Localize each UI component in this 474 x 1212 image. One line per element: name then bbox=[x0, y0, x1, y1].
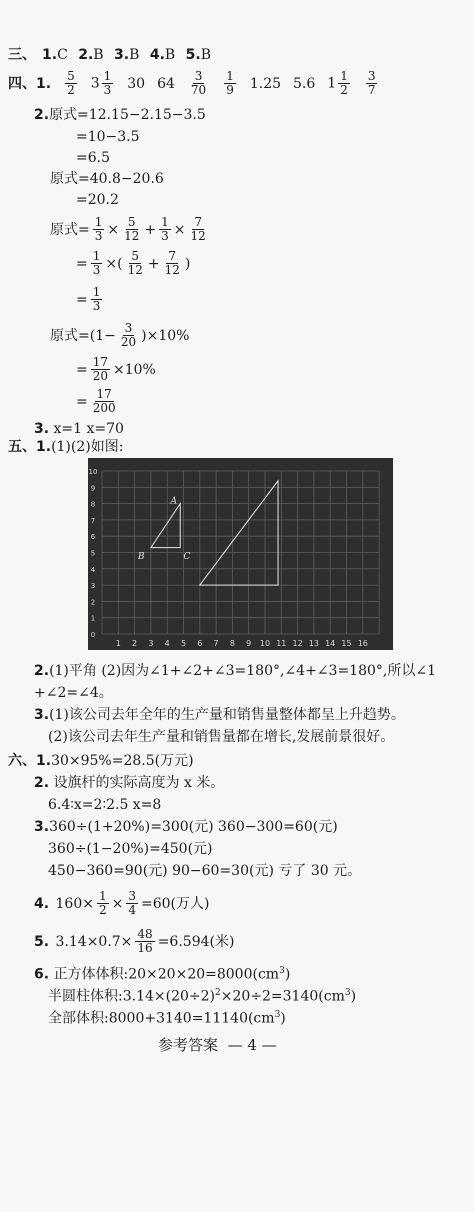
y-tick-label: 4 bbox=[90, 565, 96, 574]
section6-q1: 六、1.30×95%=28.5(万元) bbox=[8, 753, 194, 769]
y-tick-label: 6 bbox=[90, 533, 96, 542]
section6-q4: 4. 160× $\frac{1}{2}$ × $\frac{3}{4}$ =60(万人) bbox=[34, 889, 210, 917]
section4-q2-line11: = $\frac{17}{200}$ bbox=[76, 387, 116, 415]
y-tick-label: 1 bbox=[90, 614, 96, 623]
answer-mixed-number: 1 $\frac{1}{2}$ bbox=[327, 69, 348, 97]
x-tick-label: 2 bbox=[132, 639, 138, 648]
x-tick-label: 9 bbox=[246, 639, 252, 648]
y-tick-label: 9 bbox=[90, 484, 96, 493]
answer-value: 1.25 bbox=[249, 75, 282, 92]
answer-fraction: $\frac{3}{7}$ bbox=[367, 69, 376, 97]
footer bbox=[158, 1036, 277, 1054]
y-tick-label: 8 bbox=[90, 500, 96, 509]
section4-q2-line7: = $\frac{1}{3}$ ×( $\frac{5}{12}$ + $\frac{7}{12}$ ) bbox=[76, 249, 191, 277]
vertex-label-b: B bbox=[137, 552, 145, 563]
section4-q2-line8: = $\frac{1}{3}$ bbox=[76, 285, 101, 313]
section5-q2-line2: +∠2=∠4。 bbox=[34, 685, 113, 701]
y-tick-label: 10 bbox=[88, 468, 98, 476]
section4-q2-line2: =10−3.5 bbox=[76, 129, 140, 145]
y-tick-label: 0 bbox=[90, 631, 96, 639]
section6-q6-line3: 全部体积$:8000+3140=11140(cm^3)$ bbox=[48, 1010, 286, 1027]
x-tick-label: 5 bbox=[180, 639, 187, 648]
y-tick-label: 2 bbox=[90, 598, 96, 607]
section5-q3-line1: 3.(1)该公司去年全年的生产量和销售量整体都呈上升趋势。 bbox=[34, 707, 405, 723]
triangle-abc bbox=[151, 504, 180, 548]
section6-q3-line1: 3.360÷(1+20%)=300(元) 360−300=60(元) bbox=[34, 819, 338, 835]
x-tick-label: 13 bbox=[308, 639, 319, 648]
footer-text: 参考答案 bbox=[158, 1036, 219, 1054]
y-tick-label: 5 bbox=[90, 549, 96, 558]
x-tick-label: 10 bbox=[259, 639, 271, 648]
section4-q2-line1: 2.原式=12.15−2.15−3.5 bbox=[34, 107, 206, 123]
x-tick-label: 12 bbox=[292, 639, 303, 648]
section4-q2-line4: 原式=40.8−20.6 bbox=[50, 171, 164, 187]
section6-q2-line2: 6.4∶x=2∶2.5 x=8 bbox=[48, 797, 162, 813]
section4-label: 四、1. bbox=[8, 75, 52, 92]
section6-q6-line2: 半圆柱体积$:3.14\times(20\div 2)^2\times 20\div 2=3140(cm^3)$ bbox=[48, 988, 357, 1005]
section3-row bbox=[8, 46, 211, 64]
x-tick-label: 6 bbox=[197, 639, 203, 648]
section4-q1-row bbox=[8, 70, 379, 97]
answer-value: 30 bbox=[127, 75, 146, 92]
answer-mixed-number: 3 $\frac{1}{3}$ bbox=[90, 69, 112, 97]
x-tick-label: 16 bbox=[357, 639, 368, 648]
section6-q2-line1: 2. 设旗杆的实际高度为 x 米。 bbox=[34, 775, 225, 791]
answer-fraction: $\frac{5}{2}$ bbox=[67, 69, 75, 97]
section4-q2-line3: =6.5 bbox=[76, 150, 110, 166]
enlarged-triangle bbox=[200, 481, 278, 585]
x-tick-label: 8 bbox=[229, 639, 235, 648]
section4-q2-line10: = $\frac{17}{20}$ ×10% bbox=[76, 355, 156, 383]
section5-q3-line2: (2)该公司去年生产量和销售量都在增长,发展前景很好。 bbox=[48, 729, 395, 745]
x-tick-label: 15 bbox=[341, 639, 352, 648]
answer-fraction: $\frac{3}{70}$ bbox=[190, 69, 207, 97]
answer-fraction: $\frac{1}{9}$ bbox=[226, 69, 234, 97]
section4-q2-line9: 原式=(1− $\frac{3}{20}$ )×10% bbox=[50, 321, 190, 349]
section5-q1: 五、1.(1)(2)如图: bbox=[8, 439, 124, 455]
section5-q2-line1: 2.(1)平角 (2)因为∠1+∠2+∠3=180°,∠4+∠3=180°,所以∠1 bbox=[34, 663, 436, 679]
section6-q3-line3: 450−360=90(元) 90−60=30(元) 亏了 30 元。 bbox=[48, 863, 362, 879]
y-tick-label: 7 bbox=[90, 516, 96, 525]
y-tick-label: 3 bbox=[90, 582, 96, 591]
coordinate-grid-figure bbox=[88, 458, 393, 650]
section6-q3-line2: 360÷(1−20%)=450(元) bbox=[48, 841, 213, 857]
answer-value: 64 bbox=[157, 75, 175, 92]
x-tick-label: 4 bbox=[164, 639, 170, 648]
x-tick-label: 14 bbox=[325, 639, 336, 648]
section3-q1: 1.C bbox=[42, 47, 68, 63]
x-tick-label: 11 bbox=[276, 639, 287, 648]
x-tick-label: 3 bbox=[148, 639, 154, 648]
x-tick-label: 1 bbox=[115, 639, 121, 648]
section6-q5: 5. 3.14×0.7× $\frac{48}{16}$ =6.594(米) bbox=[34, 927, 235, 955]
section3-q2: 2.B bbox=[78, 47, 104, 63]
section3-q4: 4.B bbox=[149, 47, 176, 63]
x-tick-label: 7 bbox=[213, 639, 219, 648]
answer-value: 5.6 bbox=[293, 75, 316, 92]
section3-q3: 3.B bbox=[114, 47, 140, 63]
page-number: — 4 — bbox=[227, 1036, 277, 1054]
section4-q2-line6: 原式= $\frac{1}{3}$ × $\frac{5}{12}$ + $\frac{1}{3}$ × $\frac{7}{12}$ bbox=[50, 215, 206, 243]
section3-label: 三、 bbox=[8, 47, 36, 63]
section4-q2-line5: =20.2 bbox=[76, 192, 119, 208]
vertex-label-c: C bbox=[183, 552, 191, 563]
vertex-label-a: A bbox=[170, 496, 177, 507]
section4-q3: 3. x=1 x=70 bbox=[34, 421, 124, 437]
section6-q6-line1: 6. 正方体体积$:20\times 20\times 20=8000(cm^3)$ bbox=[34, 966, 291, 983]
section3-q5: 5.B bbox=[185, 47, 212, 63]
